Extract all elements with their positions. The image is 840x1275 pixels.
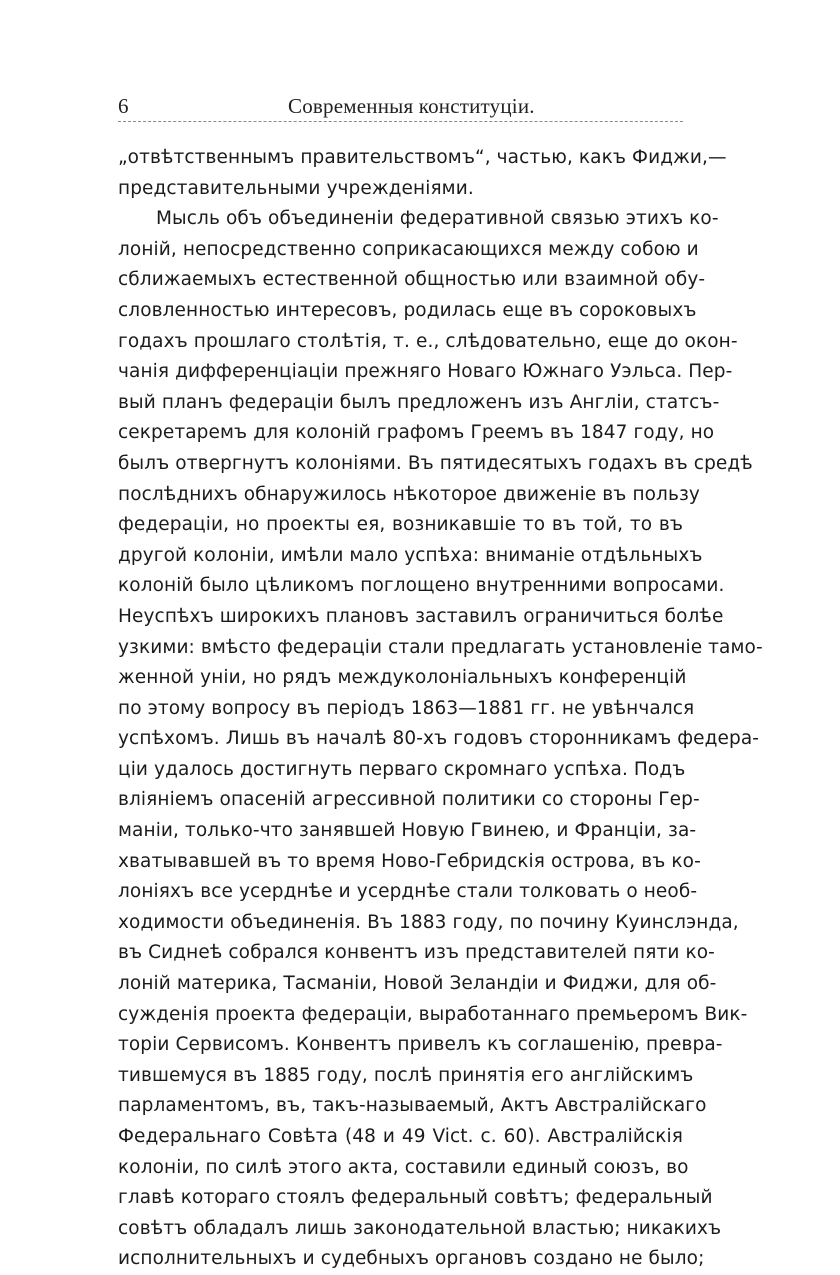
- running-header: [118, 88, 683, 128]
- text-line: лоній, непосредственно соприкасающихся между собою и: [118, 238, 699, 260]
- text-line: въ Сиднеѣ собрался конвентъ изъ представителей пяти ко-: [118, 942, 715, 964]
- text-line: исполнительныхъ и судебныхъ органовъ создано не было;: [118, 1248, 705, 1270]
- text-line: торіи Сервисомъ. Конвентъ привелъ къ соглашенію, превра-: [118, 1034, 723, 1056]
- text-line: „отвѣтственнымъ правительствомъ“, частью, какъ Фиджи,—: [118, 147, 727, 168]
- text-line: секретаремъ для колоній графомъ Греемъ въ 1847 году, но: [118, 422, 715, 444]
- text-line: ціи удалось достигнуть перваго скромнаго успѣха. Подъ: [118, 758, 686, 780]
- text-line: Федеральнаго Совѣта (48 и 49 Vict. c. 60). Австралійскія: [118, 1126, 683, 1147]
- text-line: былъ отвергнутъ колоніями. Въ пятидесятыхъ годахъ въ средѣ: [118, 452, 753, 474]
- text-line: годахъ прошлаго столѣтія, т. е., слѣдовательно, еще до окон-: [118, 330, 738, 352]
- text-line: главѣ котораго стоялъ федеральный совѣтъ; федеральный: [118, 1187, 713, 1209]
- text-line: женной уніи, но рядъ междуколоніальныхъ конференцій: [118, 667, 687, 689]
- text-line: лоній материка, Тасманіи, Новой Зеландіи и Фиджи, для об-: [118, 973, 717, 995]
- text-line: узкими: вмѣсто федераціи стали предлагать установленіе тамо-: [118, 636, 763, 658]
- text-line: лоніяхъ все усерднѣе и усерднѣе стали толковать о необ-: [118, 881, 698, 903]
- header-rule: [118, 121, 683, 122]
- text-line: федераціи, но проекты ея, возникавшіе то въ той, то въ: [118, 514, 683, 536]
- running-title: Современныя конституціи.: [288, 94, 535, 118]
- text-line: сближаемыхъ естественной общностью или взаимной обу-: [118, 269, 706, 291]
- text-line: представительными учрежденіями.: [118, 177, 474, 199]
- text-line: маніи, только-что занявшей Новую Гвинею, и Франціи, за-: [118, 820, 697, 842]
- text-line: сужденія проекта федераціи, выработаннаго премьеромъ Вик-: [118, 1003, 748, 1025]
- text-line: Мысль объ объединеніи федеративной связью этихъ ко-: [156, 208, 719, 230]
- text-line: ходимости объединенія. Въ 1883 году, по почину Куинслэнда,: [118, 911, 739, 933]
- text-line: совѣтъ обладалъ лишь законодательной властью; никакихъ: [118, 1217, 722, 1239]
- text-line: хватывавшей въ то время Ново-Гебридскія острова, въ ко-: [118, 850, 701, 872]
- text-line: Неуспѣхъ широкихъ плановъ заставилъ ограничиться болѣе: [118, 605, 724, 627]
- text-line: колоніи, по силѣ этого акта, составили единый союзъ, во: [118, 1156, 689, 1178]
- page-number: 6: [118, 94, 129, 118]
- text-line: парламентомъ, въ, такъ-называемый, Актъ Австралійскаго: [118, 1095, 707, 1117]
- text-line: вый планъ федераціи былъ предложенъ изъ Англіи, статсъ-: [118, 391, 720, 413]
- text-line: другой колоніи, имѣли мало успѣха: вниманіе отдѣльныхъ: [118, 544, 703, 566]
- text-line: вліяніемъ опасеній агрессивной политики со стороны Гер-: [118, 789, 700, 811]
- text-line: по этому вопросу въ періодъ 1863—1881 гг. не увѣнчался: [118, 697, 695, 719]
- text-line: послѣднихъ обнаружилось нѣкоторое движеніе въ пользу: [118, 483, 700, 505]
- text-line: успѣхомъ. Лишь въ началѣ 80-хъ годовъ сторонникамъ федера-: [118, 728, 760, 750]
- text-line: колоній было цѣликомъ поглощено внутренними вопросами.: [118, 575, 725, 597]
- body-text: [118, 143, 763, 1275]
- text-line: тившемуся въ 1885 году, послѣ принятія его англійскимъ: [118, 1064, 694, 1086]
- text-line: чанія дифференціаціи прежняго Новаго Южнаго Уэльса. Пер-: [118, 361, 733, 383]
- text-line: словленностью интересовъ, родилась еще въ сороковыхъ: [118, 299, 697, 321]
